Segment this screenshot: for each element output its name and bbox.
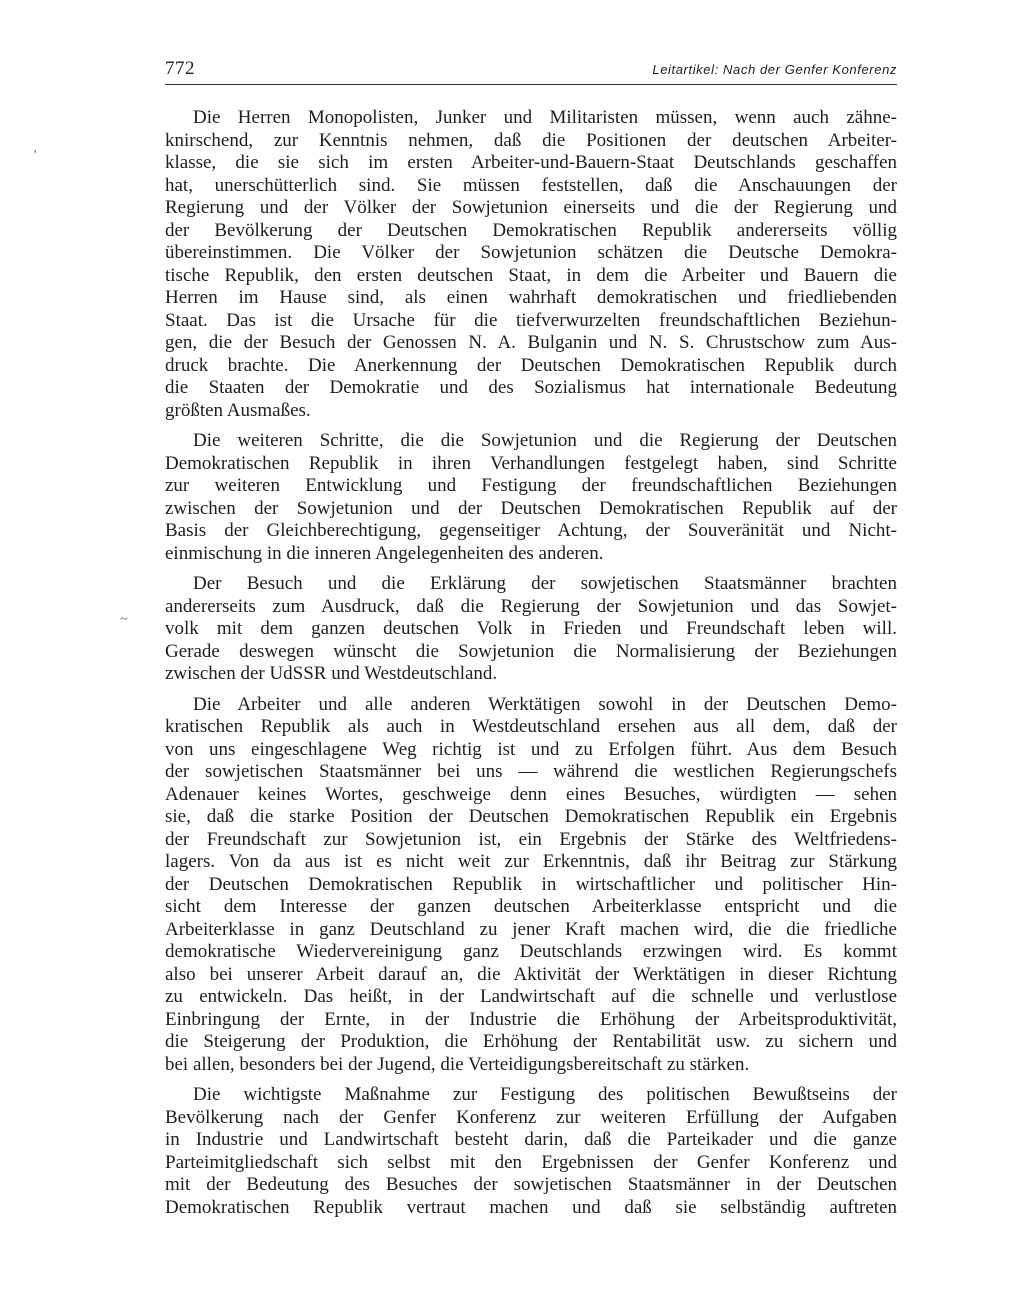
text-line: zwischen der UdSSR und Westdeutschland.	[165, 663, 498, 684]
text-line: Basis der Gleichberechtigung, gegenseitiger Achtung, der Souveränität und Nicht-	[165, 520, 897, 541]
text-line: hat, unerschütterlich sind. Sie müssen feststellen, daß die Anschauungen der	[165, 174, 897, 196]
text-line: sicht dem Interesse der ganzen deutschen Arbeiterklasse entspricht und die	[165, 896, 897, 917]
text-line: der Bevölkerung der Deutschen Demokratischen Republik andererseits völlig	[165, 219, 897, 241]
text-line: einmischung in die inneren Angelegenheiten des anderen.	[165, 542, 604, 564]
text-line: andererseits zum Ausdruck, daß die Regierung der Sowjetunion und das Sowjet-	[165, 595, 897, 617]
text-line: mit der Bedeutung des Besuches der sowjetischen Staatsmänner in der Deutschen	[165, 1174, 897, 1195]
text-line: Demokratischen Republik vertraut machen und daß sie selbständig auftreten	[165, 1196, 897, 1218]
text-line: volk mit dem ganzen deutschen Volk in Frieden und Freundschaft leben will.	[165, 618, 897, 639]
text-line: lagers. Von da aus ist es nicht weit zur Erkenntnis, daß ihr Beitrag zur Stärkung	[165, 851, 897, 872]
text-line: Der Besuch und die Erklärung der sowjetischen Staatsmänner brachten	[193, 573, 897, 594]
text-line: Demokratischen Republik in ihren Verhandlungen festgelegt haben, sind Schritte	[165, 452, 897, 474]
paragraph-5	[165, 1084, 897, 1219]
text-line: Gerade deswegen wünscht die Sowjetunion die Normalisierung der Beziehungen	[165, 640, 897, 662]
text-line: die Staaten der Demokratie und des Sozialismus hat internationale Bedeutung	[165, 377, 897, 398]
text-line: in Industrie und Landwirtschaft besteht darin, daß die Parteikader und die ganze	[165, 1129, 897, 1150]
text-line: Die Arbeiter und alle anderen Werktätigen sowohl in der Deutschen Demo-	[193, 693, 897, 715]
text-line: knirschend, zur Kenntnis nehmen, daß die Positionen der deutschen Arbeiter-	[165, 129, 897, 151]
text-line: der Deutschen Demokratischen Republik in wirtschaftlicher und politischer Hin-	[165, 873, 897, 895]
text-line: gen, die der Besuch der Genossen N. A. Bulganin und N. S. Chrustschow zum Aus-	[165, 332, 897, 353]
text-line: von uns eingeschlagene Weg richtig ist und zu Erfolgen führt. Aus dem Besuch	[165, 738, 897, 760]
text-line: zu entwickeln. Das heißt, in der Landwirtschaft auf die schnelle und verlustlose	[165, 986, 897, 1007]
text-line: Bevölkerung nach der Genfer Konferenz zur weiteren Erfüllung der Aufgaben	[165, 1106, 897, 1128]
text-line: sie, daß die starke Position der Deutschen Demokratischen Republik ein Ergebnis	[165, 806, 897, 827]
running-title: Leitartikel: Nach der Genfer Konferenz	[652, 62, 897, 77]
page-number: 772	[165, 58, 195, 79]
text-line: bei allen, besonders bei der Jugend, die Verteidigungsbereitschaft zu stärken.	[165, 1053, 750, 1075]
text-line: also bei unserer Arbeit darauf an, die Aktivität der Werktätigen in dieser Richtung	[165, 963, 897, 985]
text-line: der Freundschaft zur Sowjetunion ist, ein Ergebnis der Stärke des Weltfriedens-	[165, 828, 897, 850]
paragraph-4	[165, 694, 897, 1077]
text-line: Die Herren Monopolisten, Junker und Militaristen müssen, wenn auch zähne-	[193, 107, 897, 128]
text-line: demokratische Wiedervereinigung ganz Deutschlands erzwingen wird. Es kommt	[165, 941, 897, 962]
text-line: übereinstimmen. Die Völker der Sowjetunion schätzen die Deutsche Demokra-	[165, 242, 897, 263]
text-line: die Steigerung der Produktion, die Erhöhung der Rentabilität usw. zu sichern und	[165, 1031, 897, 1052]
article-body	[165, 107, 897, 1227]
text-line: tische Republik, den ersten deutschen Staat, in dem die Arbeiter und Bauern die	[165, 264, 897, 286]
text-line: Staat. Das ist die Ursache für die tiefverwurzelten freundschaftlichen Beziehun-	[165, 309, 897, 331]
paragraph-2	[165, 430, 897, 565]
text-line: Parteimitgliedschaft sich selbst mit den Ergebnissen der Genfer Konferenz und	[165, 1151, 897, 1173]
text-line: zur weiteren Entwicklung und Festigung der freundschaftlichen Beziehungen	[165, 475, 897, 496]
text-line: größten Ausmaßes.	[165, 399, 311, 421]
text-line: kratischen Republik als auch in Westdeutschland ersehen aus all dem, daß der	[165, 716, 897, 737]
text-line: Regierung und der Völker der Sowjetunion einerseits und die der Regierung und	[165, 197, 897, 218]
text-line: druck brachte. Die Anerkennung der Deutschen Demokratischen Republik durch	[165, 354, 897, 376]
paragraph-1	[165, 107, 897, 422]
text-line: Die weiteren Schritte, die die Sowjetunion und die Regierung der Deutschen	[193, 430, 897, 451]
text-line: Einbringung der Ernte, in der Industrie die Erhöhung der Arbeitsproduktivität,	[165, 1008, 897, 1030]
margin-tick: '	[34, 148, 37, 163]
text-line: Die wichtigste Maßnahme zur Festigung des politischen Bewußtseins der	[193, 1084, 897, 1105]
page-header	[165, 58, 897, 82]
text-line: klasse, die sie sich im ersten Arbeiter-und-Bauern-Staat Deutschlands geschaffen	[165, 152, 897, 173]
paragraph-3	[165, 573, 897, 686]
text-line: zwischen der Sowjetunion und der Deutschen Demokratischen Republik auf der	[165, 497, 897, 519]
margin-dash: ~	[120, 612, 128, 627]
text-line: Adenauer keines Wortes, geschweige denn eines Besuches, würdigten — sehen	[165, 783, 897, 805]
text-line: Arbeiterklasse in ganz Deutschland zu jener Kraft machen wird, die die friedliche	[165, 918, 897, 940]
text-line: Herren im Hause sind, als einen wahrhaft demokratischen und friedliebenden	[165, 287, 897, 308]
header-rule	[165, 84, 897, 85]
text-line: der sowjetischen Staatsmänner bei uns — während die westlichen Regierungschefs	[165, 761, 897, 782]
